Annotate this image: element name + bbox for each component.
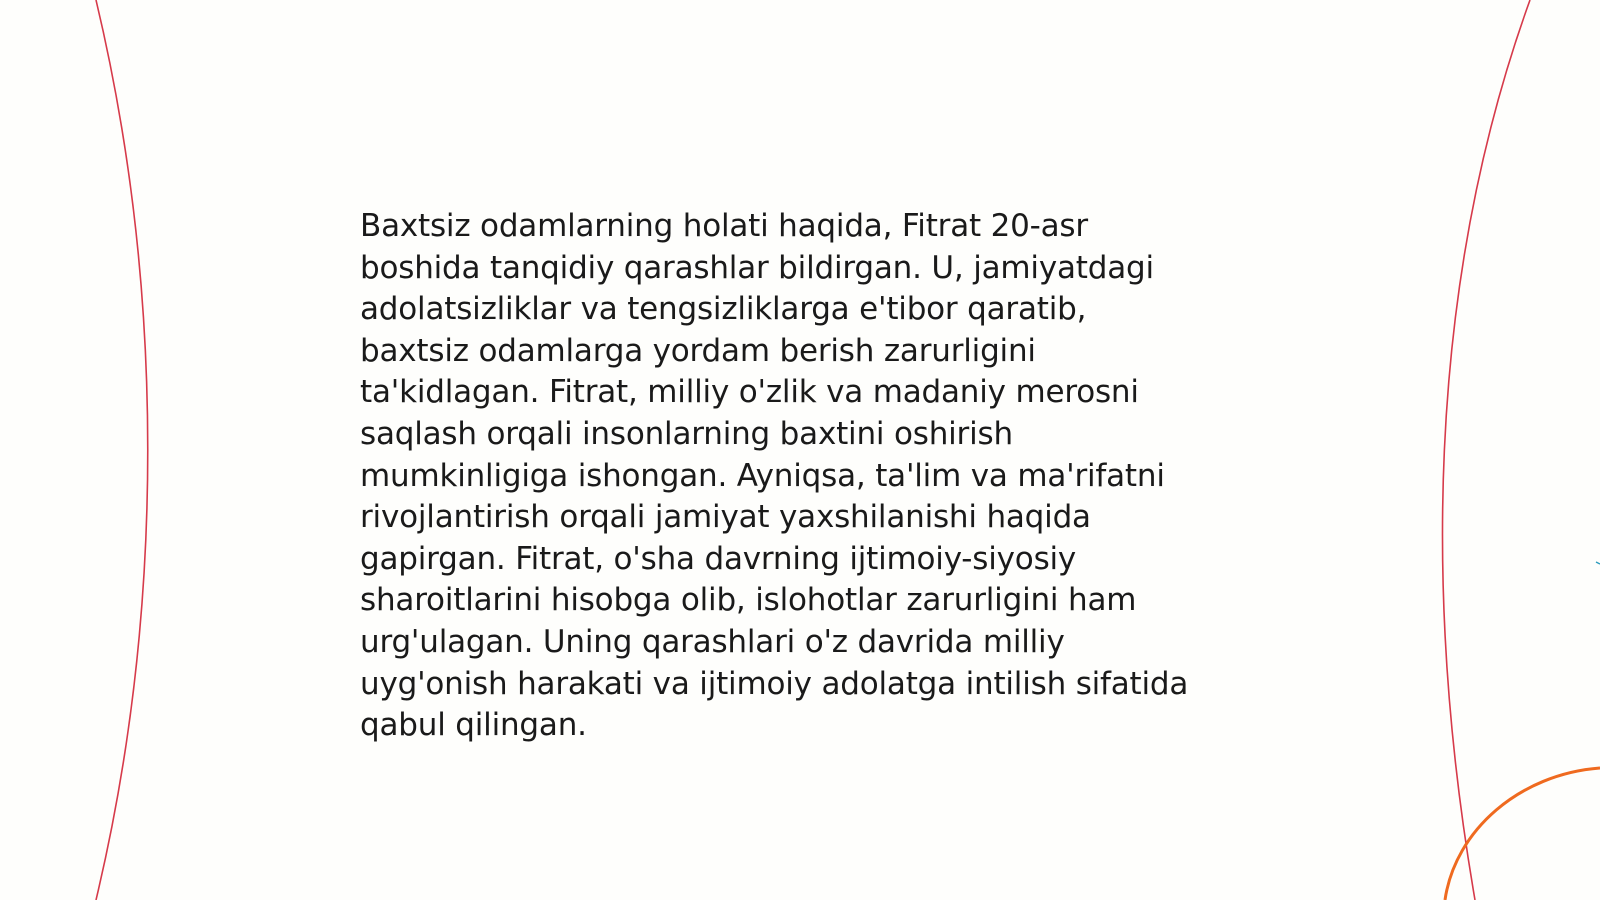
orange-arc [1445, 768, 1600, 900]
right-curve-line [1443, 0, 1530, 900]
left-curve-line [96, 0, 148, 900]
body-paragraph: Baxtsiz odamlarning holati haqida, Fitrat 20-asr boshida tanqidiy qarashlar bildirgan. U, jamiyatdagi adolatsizliklar va tengsizliklarga e'tibor qaratib, baxtsiz odamlarga yordam berish zarurligini ta'kidlagan. Fitrat, milliy o'zlik va madaniy merosni saqlash orqali insonlarning baxtini oshirish mumkinligiga ishongan. Ayniqsa, ta'lim va ma'rifatni rivojlantirish orqali jamiyat yaxshilanishi haqida gapirgan. Fitrat, o'sha davrning ijtimoiy-siyosiy sharoitlarini hisobga olib, islohotlar zarurligini ham urg'ulagan. Uning qarashlari o'z davrida milliy uyg'onish harakati va ijtimoiy adolatga intilish sifatida qabul qilingan. [360, 208, 1189, 744]
orange-tick [1596, 562, 1600, 564]
